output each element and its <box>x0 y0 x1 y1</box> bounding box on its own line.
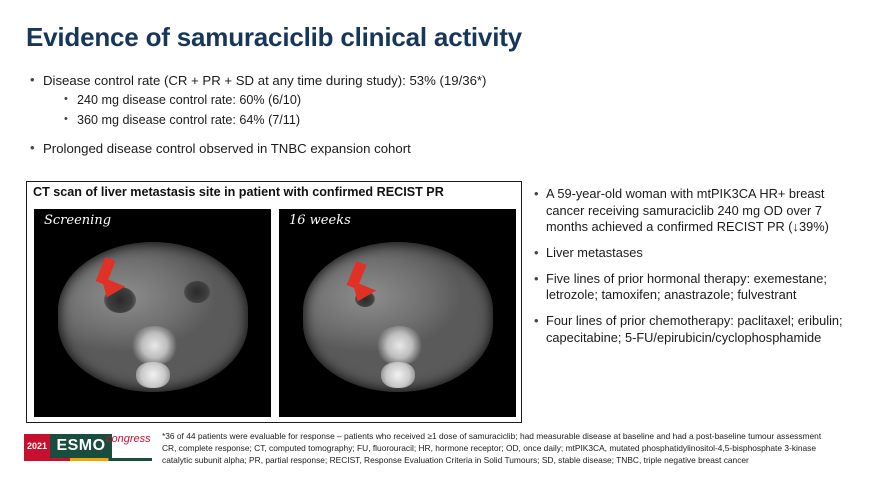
bullet-dot-icon: • <box>64 113 68 126</box>
list-item <box>534 313 864 346</box>
footnote-line: *36 of 44 patients were evaluable for response – patients who received ≥1 dose of samuraciclib; had measurable disease at baseline and had a post-baseline tumour assessment <box>162 431 822 441</box>
footnote-line: catalytic subunit alpha; PR, partial response; RECIST, Response Evaluation Criteria in Solid Tumours; SD, stable disease; TNBC, triple negative breast cancer <box>162 454 749 465</box>
list-item-label: 360 mg disease control rate: 64% (7/11) <box>77 113 301 128</box>
list-item-label: A 59-year-old woman with mtPIK3CA HR+ breast cancer receiving samuraciclib 240 mg OD over 7 months achieved a confirmed RECIST PR (↓39%) <box>546 186 829 235</box>
list-item <box>64 112 590 129</box>
ct-scan-label: 16 weeks <box>289 213 351 228</box>
list-item <box>64 92 590 109</box>
list-item <box>534 271 864 304</box>
bullet-dot-icon: • <box>30 72 35 87</box>
ct-scan-16-weeks <box>279 209 516 417</box>
list-item <box>534 245 864 262</box>
bullet-dot-icon: • <box>30 139 35 155</box>
list-item-label: Disease control rate (CR + PR + SD at any time during study): 53% (19/36*) <box>43 73 487 88</box>
ct-scan-label: Screening <box>44 213 112 228</box>
logo-year: 2021 <box>24 434 50 458</box>
case-description-list <box>534 186 864 355</box>
list-item-label: Five lines of prior hormonal therapy: exemestane; letrozole; tamoxifen; anastrazole; fulvestrant <box>546 270 827 303</box>
bullet-dot-icon: • <box>534 186 539 201</box>
list-item-label: Prolonged disease control observed in TNBC expansion cohort <box>43 140 411 156</box>
page-title: Evidence of samuraciclib clinical activity <box>26 22 522 52</box>
esmo-congress-logo <box>24 432 152 460</box>
bullet-dot-icon: • <box>534 244 539 260</box>
list-item-label: Liver metastases <box>546 244 643 260</box>
list-item <box>30 140 590 157</box>
main-bullet-list <box>30 72 590 160</box>
ct-scan-panel-caption: CT scan of liver metastasis site in patient with confirmed RECIST PR <box>33 185 444 199</box>
logo-event: congress <box>106 433 151 445</box>
ct-scan-images <box>34 209 516 417</box>
list-item <box>534 186 864 236</box>
footnote-line: CR, complete response; CT, computed tomography; FU, fluorouracil; HR, hormone receptor; OD, once daily; mtPIK3CA, mutated phosphatidylinositol-4,5-bisphosphate 3-kinase <box>162 442 817 453</box>
ct-scan-screening <box>34 209 271 417</box>
ct-scan-panel <box>26 181 522 423</box>
logo-name: ESMO <box>50 434 112 458</box>
spine-structure <box>136 362 170 388</box>
logo-color-bar <box>24 458 152 461</box>
spine-structure <box>381 362 415 388</box>
bullet-dot-icon: • <box>534 313 539 329</box>
footnotes <box>162 431 860 467</box>
list-item-label: 240 mg disease control rate: 60% (6/10) <box>77 93 302 108</box>
list-item-label: Four lines of prior chemotherapy: paclitaxel; eribulin; capecitabine; 5-FU/epirubicin/cyclophosphamide <box>546 313 843 345</box>
list-item <box>30 72 590 89</box>
bullet-dot-icon: • <box>534 270 539 286</box>
bullet-dot-icon: • <box>64 93 68 106</box>
liver-lesion <box>184 281 210 303</box>
